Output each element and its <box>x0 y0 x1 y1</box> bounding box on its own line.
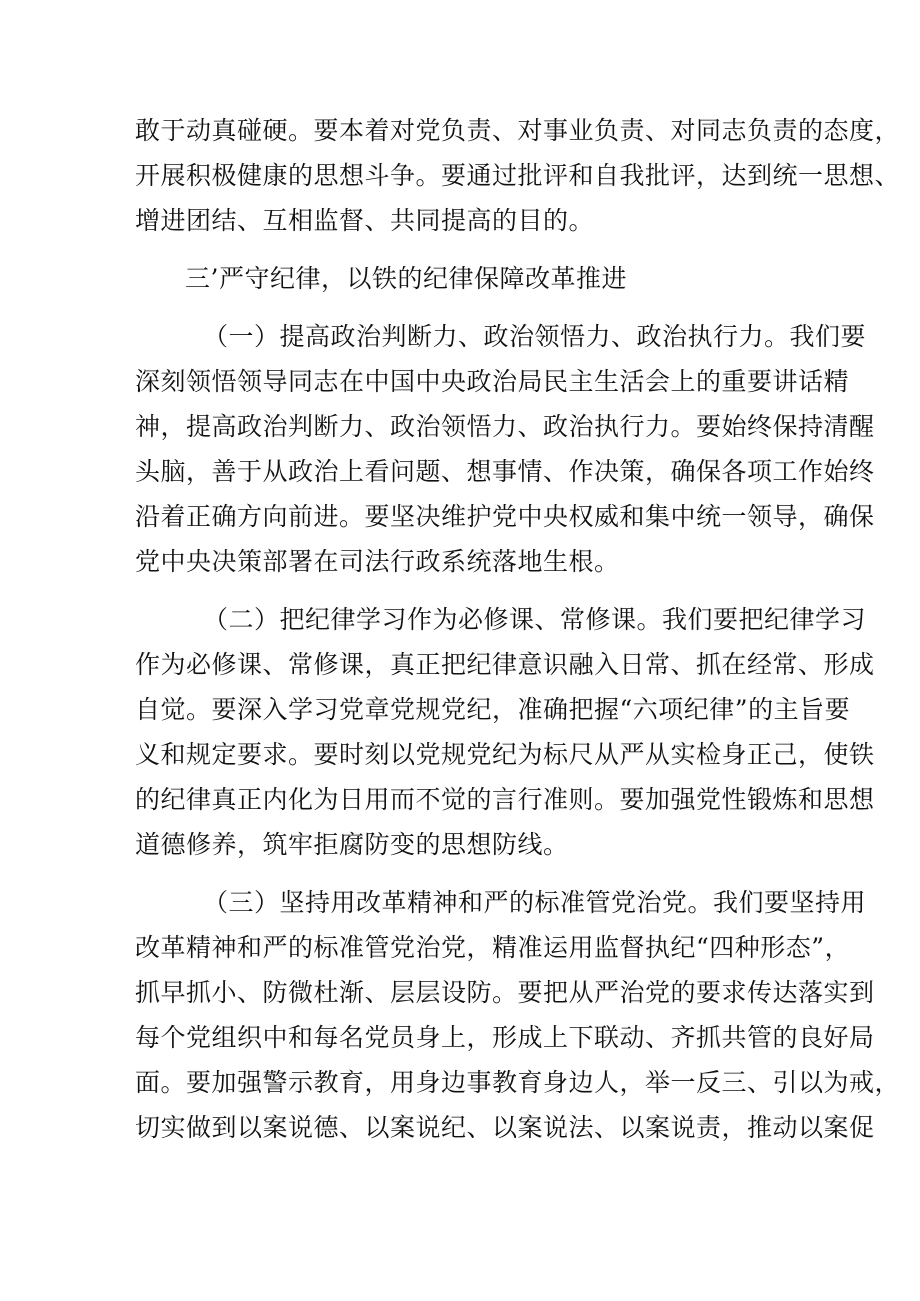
document-body <box>135 108 901 1150</box>
text-line: （一）提高政治判断力、政治领悟力、政治执行力。我们要 <box>203 322 867 351</box>
text-line: 作为必修课、常修课，真正把纪律意识融入日常、抓在经常、形成 <box>135 650 875 679</box>
text-line: 开展积极健康的思想斗争。要通过批评和自我批评，达到统一思想、 <box>135 161 901 190</box>
text-line: 沿着正确方向前进。要坚决维护党中央权威和集中统一领导，确保 <box>135 502 875 531</box>
text-line: 头脑，善于从政治上看问题、想事情、作决策，确保各项工作始终 <box>135 457 875 486</box>
heading-line: 三’严守纪律，以铁的纪律保障改革推进 <box>185 264 627 293</box>
text-line: 深刻领悟领导同志在中国中央政治局民主生活会上的重要讲话精 <box>135 367 850 396</box>
section-heading <box>135 256 795 301</box>
text-line: 义和规定要求。要时刻以党规党纪为标尺从严从实检身正己，使铁 <box>135 740 875 769</box>
text-line: 切实做到以案说德、以案说纪、以案说法、以案说责，推动以案促 <box>135 1113 875 1142</box>
text-line: 敢于动真碰硬。要本着对党负责、对事业负责、对同志负责的态度， <box>135 116 901 145</box>
text-line: 自觉。要深入学习党章党规党纪，准确把握“六项纪律”的主旨要 <box>135 695 851 724</box>
paragraph-continuation <box>135 108 901 243</box>
text-line: （二）把纪律学习作为必修课、常修课。我们要把纪律学习 <box>203 605 867 634</box>
text-line: 的纪律真正内化为日用而不觉的言行准则。要加强党性锻炼和思想 <box>135 785 875 814</box>
paragraph-three <box>135 880 901 1150</box>
text-line: 道德修养，筑牢拒腐防变的思想防线。 <box>135 830 569 859</box>
text-line: 增进团结、互相监督、共同提高的目的。 <box>135 206 595 235</box>
text-line: 神，提高政治判断力、政治领悟力、政治执行力。要始终保持清醒 <box>135 412 875 441</box>
paragraph-two <box>135 597 875 867</box>
text-line: 每个党组织中和每名党员身上，形成上下联动、齐抓共管的良好局 <box>135 1023 875 1052</box>
text-line: （三）坚持用改革精神和严的标准管党治党。我们要坚持用 <box>203 888 867 917</box>
text-line: 抓早抓小、防微杜渐、层层设防。要把从严治党的要求传达落实到 <box>135 978 875 1007</box>
text-line: 党中央决策部署在司法行政系统落地生根。 <box>135 547 620 576</box>
text-line: 改革精神和严的标准管党治党，精准运用监督执纪“四种形态”， <box>135 933 851 962</box>
paragraph-one <box>135 314 875 584</box>
text-line: 面。要加强警示教育，用身边事教育身边人，举一反三、引以为戒， <box>135 1068 901 1097</box>
